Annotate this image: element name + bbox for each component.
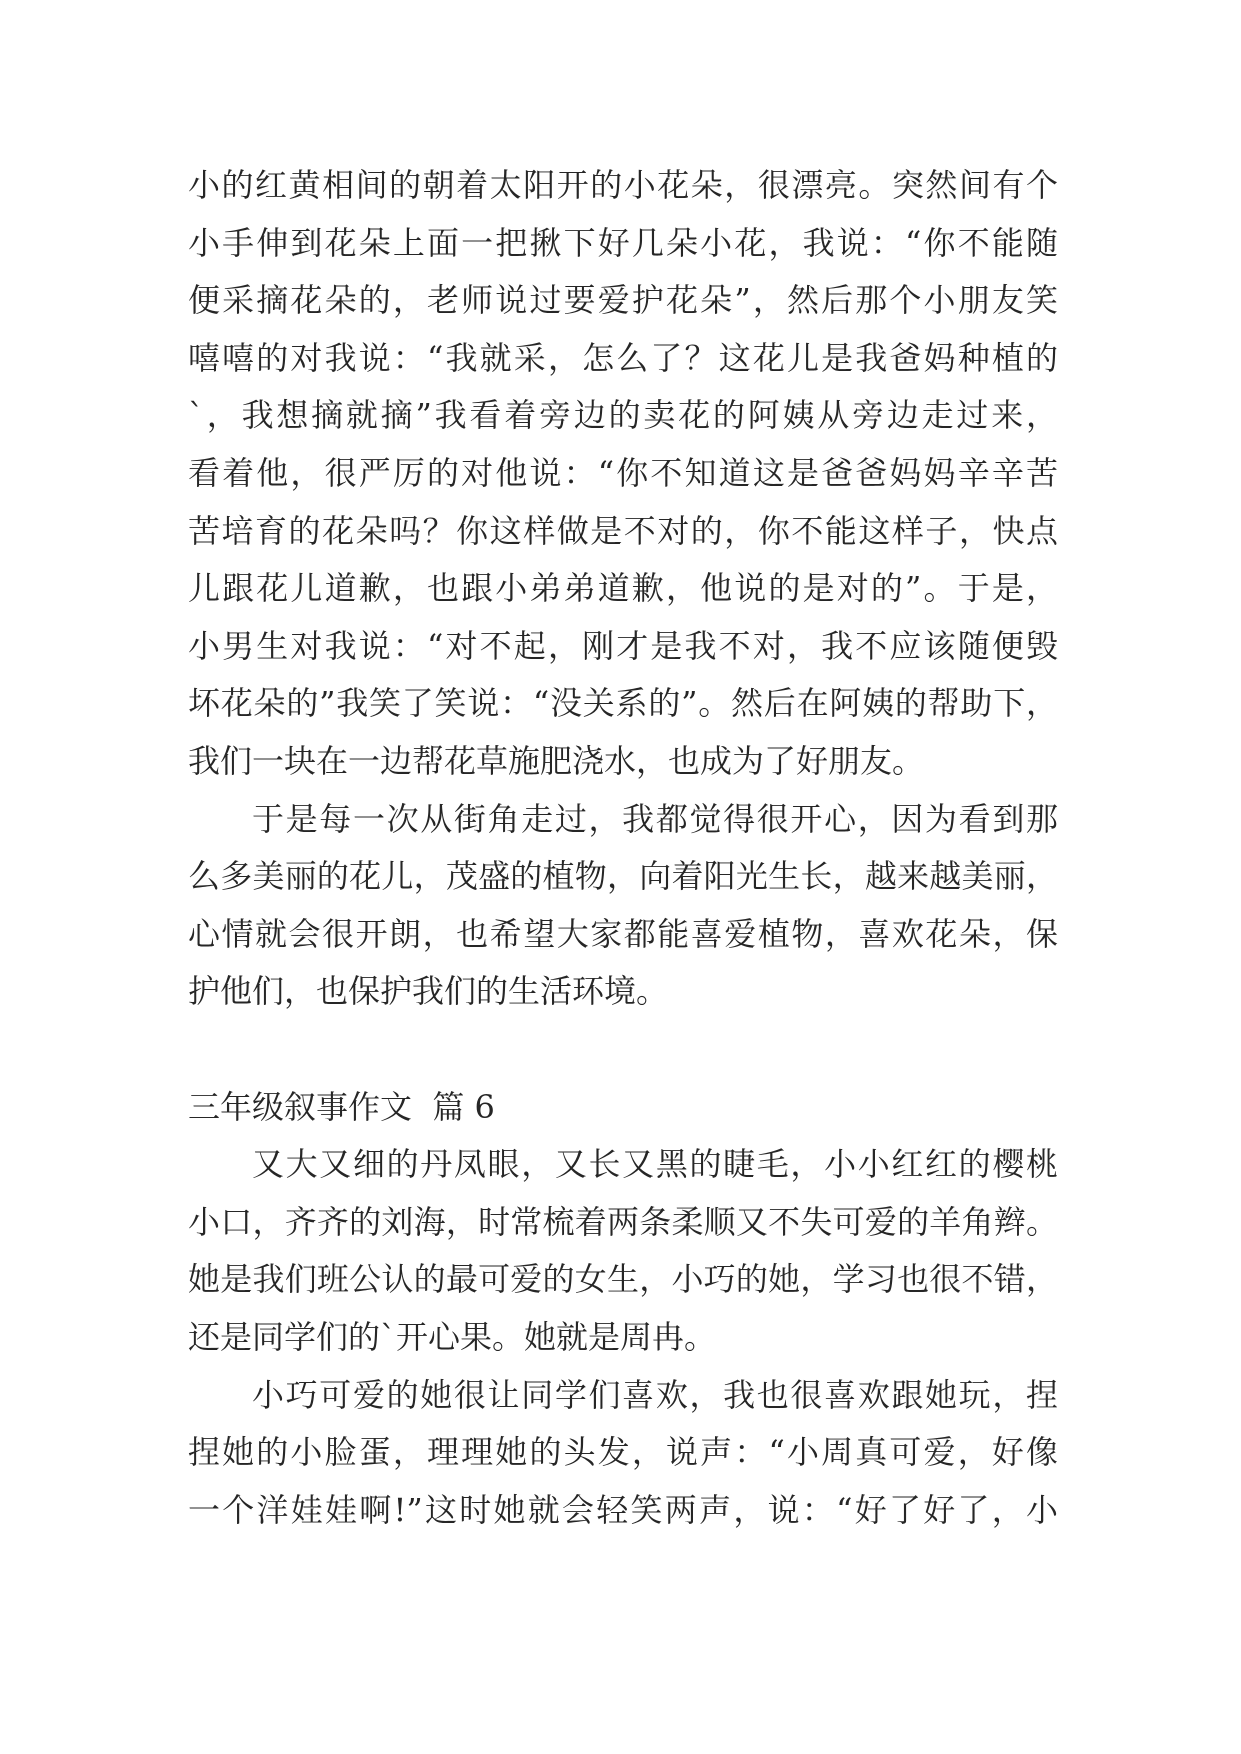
text-line: 看着他，很严厉的对他说：“你不知道这是爸爸妈妈辛辛苦 (188, 454, 1058, 492)
text-line: 她是我们班公认的最可爱的女生，小巧的她，学习也很不错， (188, 1260, 1058, 1298)
section-heading: 三年级叙事作文 篇 6 (188, 1088, 495, 1126)
text-line: 儿跟花儿道歉，也跟小弟弟道歉，他说的是对的”。于是， (188, 569, 1058, 607)
text-line: 小的红黄相间的朝着太阳开的小花朵，很漂亮。突然间有个 (188, 166, 1058, 204)
text-line: 还是同学们的`开心果。她就是周冉。 (188, 1318, 717, 1356)
text-line: 又大又细的丹凤眼，又长又黑的睫毛，小小红红的樱桃 (252, 1145, 1058, 1183)
text-line: 嘻嘻的对我说：“我就采，怎么了？这花儿是我爸妈种植的 (188, 339, 1058, 377)
text-line: 于是每一次从街角走过，我都觉得很开心，因为看到那 (252, 800, 1058, 838)
text-line: 么多美丽的花儿，茂盛的植物，向着阳光生长，越来越美丽， (188, 857, 1058, 895)
text-line: 护他们，也保护我们的生活环境。 (188, 972, 669, 1010)
text-line: 一个洋娃娃啊!”这时她就会轻笑两声，说：“好了好了，小 (188, 1491, 1058, 1529)
text-line: 苦培育的花朵吗？你这样做是不对的，你不能这样子，快点 (188, 512, 1058, 550)
text-line: 小口，齐齐的刘海，时常梳着两条柔顺又不失可爱的羊角辫。 (188, 1203, 1058, 1241)
text-line: 坏花朵的”我笑了笑说：“没关系的”。然后在阿姨的帮助下， (188, 684, 1058, 722)
text-line: 小巧可爱的她很让同学们喜欢，我也很喜欢跟她玩，捏 (252, 1376, 1058, 1414)
text-line: 便采摘花朵的，老师说过要爱护花朵”，然后那个小朋友笑 (188, 281, 1058, 319)
text-line: `，我想摘就摘”我看着旁边的卖花的阿姨从旁边走过来， (188, 396, 1058, 434)
text-line: 小男生对我说：“对不起，刚才是我不对，我不应该随便毁 (188, 627, 1058, 665)
text-line: 我们一块在一边帮花草施肥浇水，也成为了好朋友。 (188, 742, 925, 780)
text-line: 捏她的小脸蛋，理理她的头发，说声：“小周真可爱，好像 (188, 1433, 1058, 1471)
text-line: 小手伸到花朵上面一把揪下好几朵小花，我说：“你不能随 (188, 224, 1058, 262)
text-line: 心情就会很开朗，也希望大家都能喜爱植物，喜欢花朵，保 (188, 915, 1058, 953)
